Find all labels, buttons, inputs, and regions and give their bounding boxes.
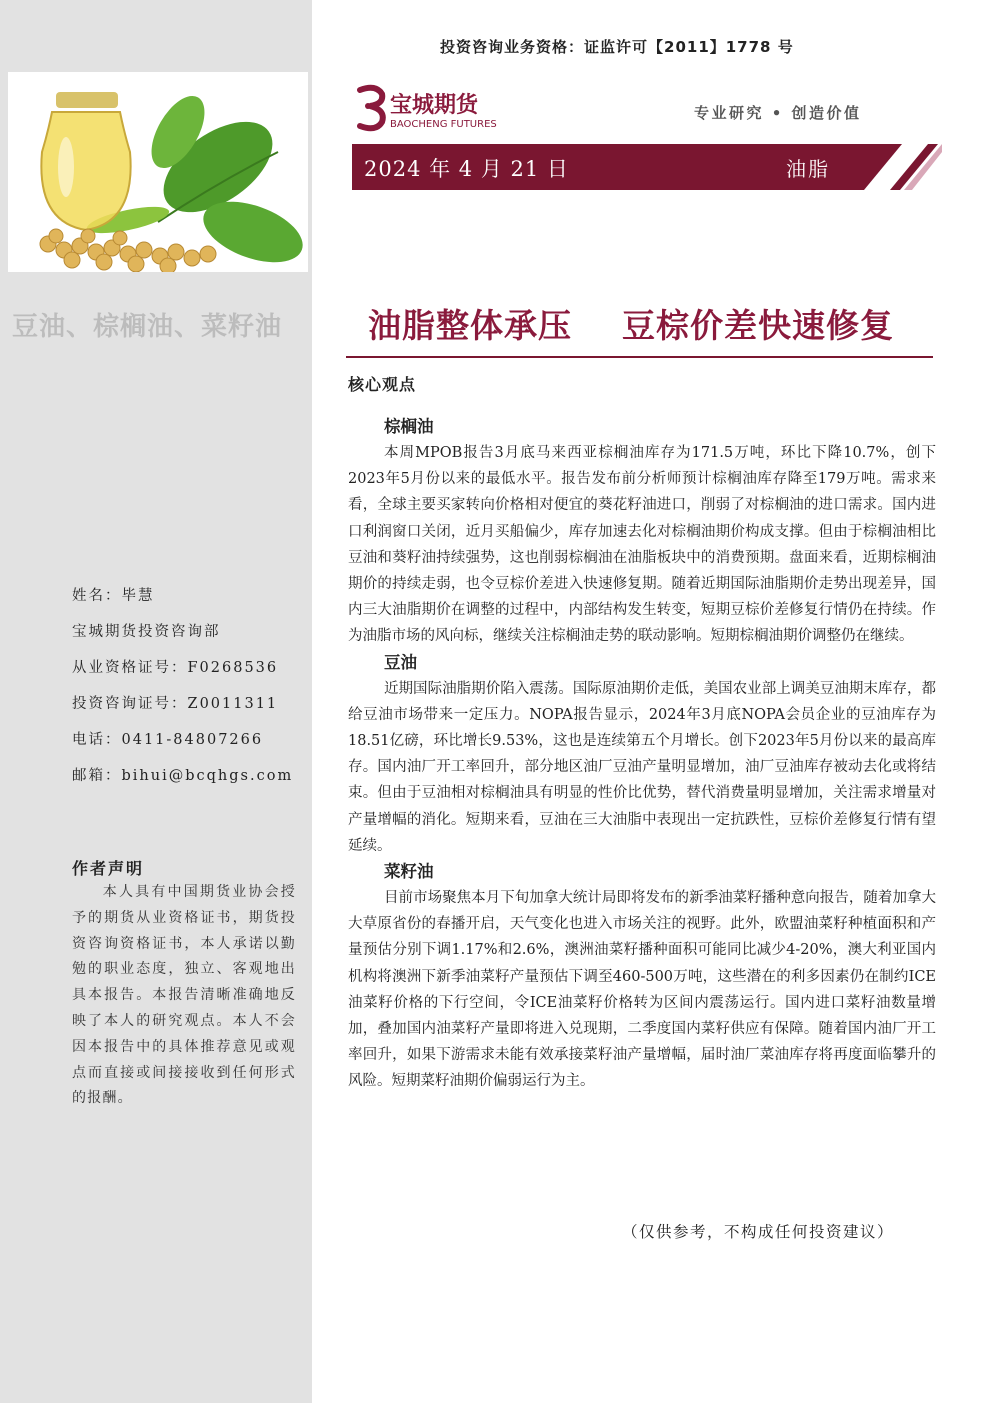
report-body [348,414,936,1095]
license-line: 投资咨询业务资格：证监许可【2011】1778 号 [440,38,794,56]
author-name: 姓名：毕慧 [72,588,155,604]
declaration-text: 本人具有中国期货业协会授予的期货从业资格证书，期货投资咨询资格证书，本人承诺以勤勉的职业态度，独立、客观地出具本报告。本报告清晰准确地反映了本人的研究观点。本人不会因本报告中的具体推荐意见或观点而直接或间接接收到任何形式的报酬。 [72,884,296,1107]
sidebar [0,0,312,1403]
slogan: 专业研究 • 创造价值 [694,104,862,122]
author-phone: 电话：0411-84807266 [72,732,264,748]
section-title-rapeseed-oil: 菜籽油 [384,862,434,882]
section-title-soybean-oil: 豆油 [384,652,417,672]
svg-text:BAOCHENG FUTURES: BAOCHENG FUTURES [390,119,497,130]
svg-text:宝城期货: 宝城期货 [390,93,479,118]
section-text-palm-oil: 本周MPOB报告3月底马来西亚棕榈油库存为171.5万吨，环比下降10.7%，创下2023年5月份以来的最低水平。报告发布前分析师预计棕榈油库存降至179万吨。需求来看，全球主要买家转向价格相对便宜的葵花籽油进口，削弱了对棕榈油的进口需求。国内进口利润窗口关闭，近月买船偏少，库存加速去化对棕榈油期价构成支撑。但由于棕榈油相比豆油和葵籽油持续强势，这也削弱棕榈油在油脂板块中的消费预期。盘面来看，近期棕榈油期价的持续走弱，也令豆棕价差进入快速修复期。随着近期国际油脂期价走势出现差异，国内三大油脂期价在调整的过程中，内部结构发生转变，短期豆棕价差修复行情仍在持续。作为油脂市场的风向标，继续关注棕榈油走势的联动影响。短期棕榈油期价调整仍在继续。 [348,445,936,645]
report-category: 油脂 [786,157,830,181]
section-title-palm-oil: 棕榈油 [384,417,434,436]
headline-divider [346,356,933,358]
section-text-rapeseed-oil: 目前市场聚焦本月下旬加拿大统计局即将发布的新季油菜籽播种意向报告，随着加拿大大草原省份的春播开启，天气变化也进入市场关注的视野。此外，欧盟油菜籽种植面积和产量预估分别下调1.17%和2.6%，澳洲油菜籽播种面积可能同比减少4-20%，澳大利亚国内机构将澳洲下新季油菜籽产量预估下调至460-500万吨，这些潜在的利多因素仍在制约ICE油菜籽价格的下行空间，令ICE油菜籽价格转为区间内震荡运行。国内进口菜籽油数量增加，叠加国内油菜籽产量即将进入兑现期，二季度国内菜籽供应有保障。随着国内油厂开工率回升，如果下游需求未能有效承接菜籽油产量增幅，届时油厂菜油库存将再度面临攀升的风险。短期菜籽油期价偏弱运行为主。 [348,890,936,1090]
oil-jar-soybeans-image [8,72,308,272]
company-logo [354,84,524,132]
author-info [72,584,293,800]
author-department: 宝城期货投资咨询部 [72,624,221,640]
product-photo [8,72,308,272]
author-qualification-number: 从业资格证号：F0268536 [72,660,279,676]
disclaimer: （仅供参考，不构成任何投资建议） [622,1223,895,1241]
author-email: 邮箱：bihui@bcqhgs.com [72,768,294,784]
section-text-soybean-oil: 近期国际油脂期价陷入震荡。国际原油期价走低，美国农业部上调美豆油期末库存，都给豆油市场带来一定压力。NOPA报告显示，2024年3月底NOPA会员企业的豆油库存为18.51亿磅，环比增长9.53%，这也是连续第五个月增长。创下2023年5月份以来的最高库存。国内油厂开工率回升，部分地区油厂豆油产量明显增加，油厂豆油库存被动去化或将结束。但由于豆油相对棕榈油具有明显的性价比优势，替代消费量明显增加，关注需求增量对产量增幅的消化。短期来看，豆油在三大油脂中表现出一定抗跌性，豆棕价差修复行情有望延续。 [348,680,936,854]
baocheng-logo-mark [354,84,524,132]
core-view-label: 核心观点 [348,375,417,394]
declaration-title: 作者声明 [72,859,145,878]
report-date: 2024 年 4 月 21 日 [364,157,569,181]
sidebar-title: 豆油、棕榈油、菜籽油 [12,312,283,342]
report-headline: 油脂整体承压 豆棕价差快速修复 [368,306,894,345]
author-consulting-number: 投资咨询证号：Z0011311 [72,696,279,712]
